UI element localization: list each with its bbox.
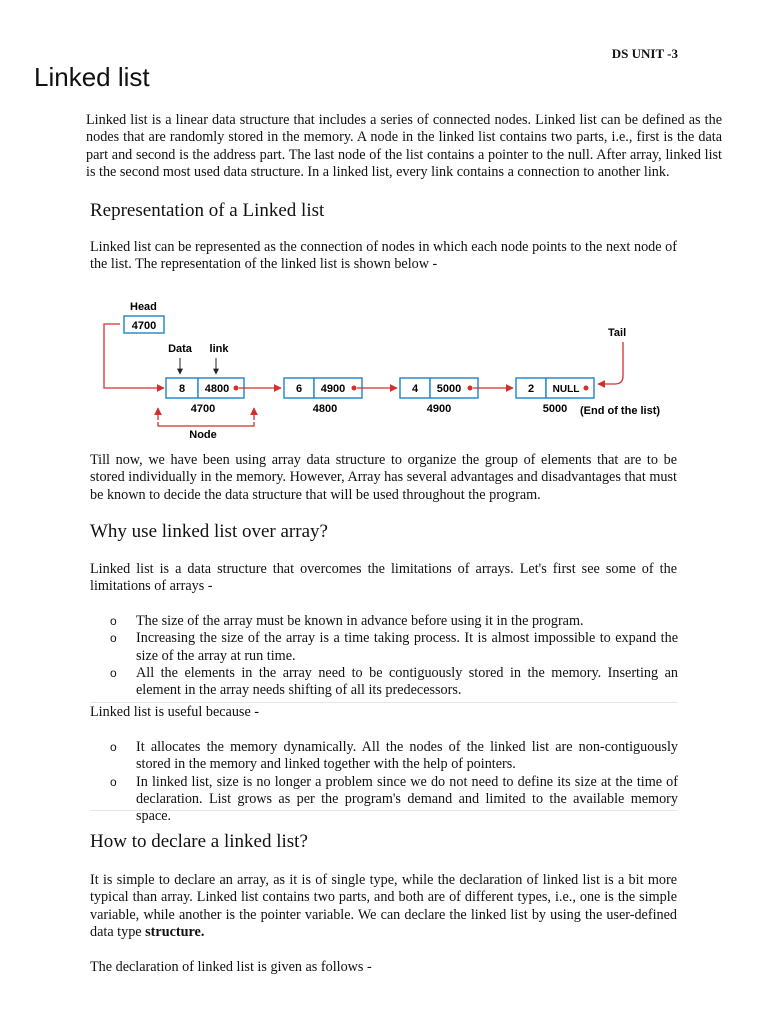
- list-item: o It allocates the memory dynamically. All the nodes of the linked list are non-contiguously stored in the memory and linked together with the help of pointers.: [110, 739, 678, 774]
- end-of-list-label: (End of the list): [580, 405, 661, 417]
- list-item: o All the elements in the array need to be contiguously stored in the memory. Inserting an element in the array needs shifting of all its predecessors.: [110, 665, 678, 700]
- list-item: o In linked list, size is no longer a problem since we do not need to define its size at the time of declaration. List grows as per the program's demand and limited to the available memory space.: [110, 774, 678, 826]
- node-data: 6: [295, 383, 303, 395]
- why-paragraph: Linked list is a data structure that overcomes the limitations of arrays. Let's first see some of the limitations of arrays -: [90, 561, 677, 595]
- declare-heading: How to declare a linked list?: [90, 831, 308, 852]
- node-link: 4900: [320, 383, 346, 395]
- declaration-intro: The declaration of linked list is given as follows -: [90, 959, 372, 975]
- node-data: 2: [527, 383, 535, 395]
- array-paragraph: Till now, we have been using array data structure to organize the group of elements that are to be stored individually in the memory. However, Array has several advantages and disadvantages that must be known to decide the data structure that will be used throughout the program.: [90, 452, 677, 503]
- node-data: 4: [411, 383, 419, 395]
- representation-paragraph: Linked list can be represented as the connection of nodes in which each node points to the next node of the list. The representation of the linked list is shown below -: [90, 239, 677, 273]
- node-label: Node: [189, 429, 217, 441]
- representation-heading: Representation of a Linked list: [90, 200, 325, 221]
- list-node: [400, 378, 478, 415]
- node-link: 5000: [436, 383, 462, 395]
- node-address: 4900: [426, 403, 452, 415]
- declare-bold-term: structure.: [145, 923, 205, 940]
- head-value: 4700: [131, 320, 157, 332]
- data-label: Data: [168, 343, 192, 355]
- intro-paragraph: Linked list is a linear data structure that includes a series of connected nodes. Linked list can be defined as the nodes that are randomly stored in the memory. A node in the linked list contains two parts, i.e., first is the data part and second is the address part. The last node of the list contains a pointer to the null. After array, linked list is the second most used data structure. In a linked list, every link contains a connection to another link.: [86, 112, 722, 180]
- node-link: 4800: [204, 383, 230, 395]
- head-label: Head: [130, 301, 157, 313]
- node-address: 4700: [190, 403, 216, 415]
- link-label: link: [209, 343, 229, 355]
- list-node: [166, 378, 244, 415]
- useful-intro: Linked list is useful because -: [90, 704, 260, 720]
- node-address: 5000: [542, 403, 568, 415]
- node-address: 4800: [312, 403, 338, 415]
- list-item: o The size of the array must be known in advance before using it in the program.: [110, 613, 678, 630]
- linked-list-diagram: [96, 296, 696, 446]
- node-link: NULL: [552, 384, 580, 395]
- tail-label: Tail: [608, 327, 627, 339]
- node-data: 8: [178, 383, 186, 395]
- node-brace: [158, 422, 254, 426]
- limitations-list: [110, 613, 678, 699]
- list-node: [284, 378, 362, 415]
- unit-label: DS UNIT -3: [611, 46, 678, 61]
- why-heading: Why use linked list over array?: [90, 521, 328, 542]
- declare-text: It is simple to declare an array, as it is of single type, while the declaration of linked list is a bit more typical than array. Linked list contains two parts, and both are of different types, i.e., one is the simple variable, while another is the pointer variable. We can declare the linked list by using the user-defined data type: [90, 872, 677, 940]
- tail-pointer-arrow: [598, 342, 623, 384]
- page-title: Linked list: [34, 62, 150, 92]
- divider: [90, 702, 677, 703]
- divider: [90, 810, 677, 811]
- list-item: o Increasing the size of the array is a time taking process. It is almost impossible to expand the size of the array at run time.: [110, 630, 678, 665]
- benefits-list: [110, 739, 678, 825]
- declare-paragraph: [90, 872, 677, 941]
